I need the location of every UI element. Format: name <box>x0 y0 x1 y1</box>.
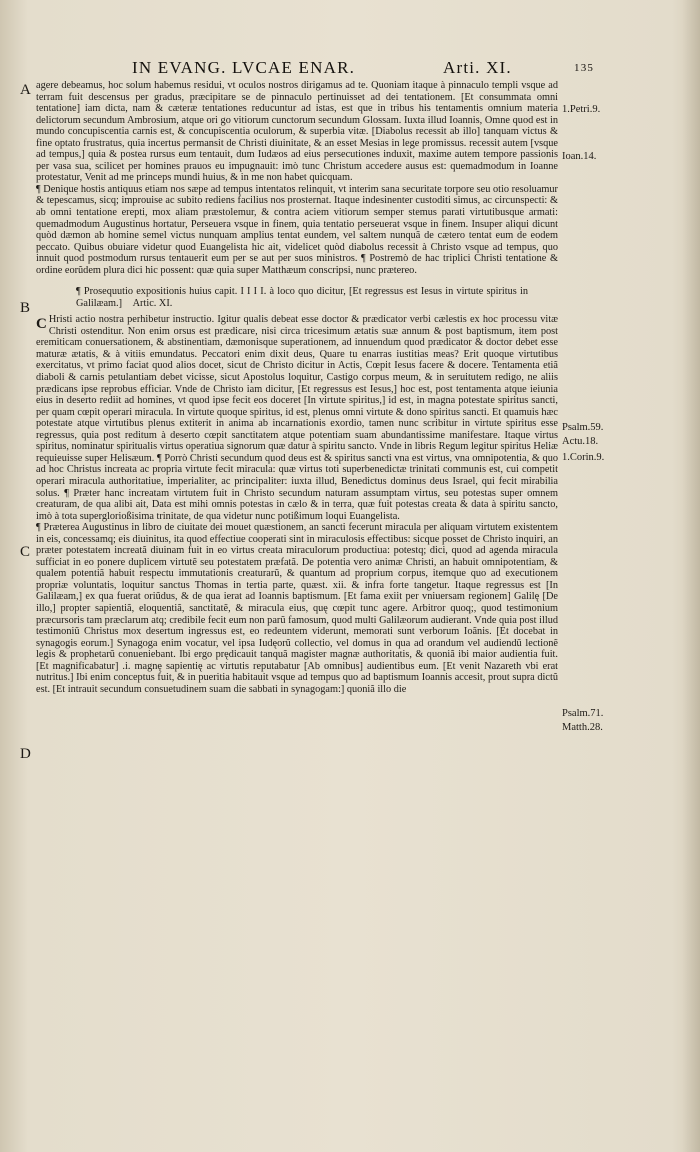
paragraph: agere debeamus, hoc solum habemus residui, vt oculos nostros dirigamus ad te. Quoniam itaque à pinnaculo templi vsque ad terram fuit descensus per gradus, præcipitare se de pinnaculo pertinuisset ad dei tentationem. [Et consummata omni tentatione] iam dicta, nam & cæteræ tentationes reducuntur ad istas, est que in tribus his tentamentis omnium materia delictorum secundum Ambrosium, atque ori go vitiorum cunctorum secundum Glossam. Iuxta illud Ioannis, Omne quod est in mundo concupiscentia carnis est, & concupiscentia oculorum, & superbia vitæ. [Diabolus recessit ab illo] tanquam victus & fine optato frustratus, quia incertus permansit de Christi diuinitate, & an esset Mesias in lege promissus. recessit autem [vsque ad tempus,] quia & postea rursus eum tentauit, dum Iudæos ad eius persecutiones induxit, maxime autem tempore passionis per vasa sua, scilicet per homines prauos eu impugnauit: imò tunc Christum accedere ausus est: quemadmodum in Ioanne protestatur, Venit ad me princeps mundi huius, & in me non habet quicquam. <box>36 80 558 184</box>
section-letter-d: D <box>20 746 31 762</box>
margin-note-matth: Matth.28. <box>562 722 603 733</box>
section-heading <box>36 286 558 310</box>
header-title: IN EVANG. LVCAE ENAR. <box>132 58 356 77</box>
margin-note-psalm-71: Psalm.71. <box>562 708 604 719</box>
section-letter-c: C <box>20 544 31 560</box>
drop-cap: C <box>36 316 47 333</box>
margin-note-petri: 1.Petri.9. <box>562 104 601 115</box>
section-heading-text: ¶ Prosequutio expositionis huius capit. I I I I. à loco quo dicitur, [Et regressus est Iesus in virtute spiritus in Galilæam.] <box>76 286 528 310</box>
paragraph <box>36 314 558 522</box>
margin-note-ioan: Ioan.14. <box>562 151 597 162</box>
running-header <box>132 56 595 80</box>
page-edge-shadow <box>682 0 700 1152</box>
margin-note-corin: 1.Corin.9. <box>562 452 605 463</box>
page-number: 135 <box>574 62 595 74</box>
section-letter-a: A <box>20 82 31 98</box>
paragraph-text: Hristi actio nostra perhibetur instructio. Igitur qualis debeat esse doctor & prædicator verbi cælestis ex hoc processu vitæ Christi ostenditur. Non enim orsus est prædicare, nisi circa tricesimum ætatis suæ annum & post baptismum, item post eremiticam conuersationem, & abstinentiam, dæmonisque superationem, ad innuendum quod prædicator & doctor debet esse maturæ ætatis, & à vitiis emundatus. Peccatori enim dixit deus, Quare tu enarras iustitias meas? Erit quoque virtutibus exercitatus, vt primo faciat quod alios docet, sicut de Christo dicitur in Actis, Cœpit Iesus facere & docere. Tentamenta etiã diaboli & carnis petulantiam debet vicisse, sicut Apostolus loquitur, Castigo corpus meum, & in seruitutem redigo, ne aliis prædicans ipse reprobus efficiar. Vnde de Christo iam dicitur, [Et regressus est Iesus,] hoc est, post tentamenta atque ieiunia eius in deserto rediit ad homines, vt quod ipse fecit eos doceret [In virtute spiritus,] id est, in magna potestate spiritus sancti, per quam cœpit operari miracula. In virtute quoque spiritus, id est, plenus omni virtute & dono spiritus sancti. Et quamuis hæc potestate atque virtutibus plenus extiterit in anima ab incarnationis exordio, tamen nunc scribitur in virtute spiritus esse regressus, quia post reditum à deserto cœpit sanctitatem atque potentiam suam abundantissime manifestare. Itaque virtus spiritus, nominatur spiritualis virtus operatiua signorum quæ datur à spiritu sancto. Vnde in libris Regum legitur spiritus Heliæ requieuisse super Helisæum. ¶ Porrò Christi secundum quod deus est & spiritus sancti vna est virtus, vna omnipotentia, & quo ad hoc Christus increata ac propria virtute fecit miracula: quæ virtus toti superbenedictæ trinitati communis est, cui competit operari miracula authoritatiue, imperialiter, ac principaliter: iuxta illud, Benedictus dominus deus Israel, qui fecit mirabilia solus. ¶ Præter hanc increatam virtutem fuit in Christo secundum naturam assumptam virtus, seu potestas super omnem creaturam, de qua alibi ait, Data est mihi omnis potestas in cælo & in terra, quæ fuit potestas creata & data à spiritu sancto, imò à tota superglorioßisima trinitate, de qua videtur nunc potißimum loqui Euangelista. <box>36 314 558 522</box>
section-heading-article: Artic. XI. <box>132 298 173 310</box>
margin-note-psalm-59: Psalm.59. <box>562 422 604 433</box>
section-letter-b: B <box>20 300 31 316</box>
paragraph: ¶ Præterea Augustinus in libro de ciuitate dei mouet quæstionem, an sancti fecerunt miracula per aliquam virtutem existentem in eis, concessamq; eis diuinitus, ita quod effectiue cooperati sint in miraculosis effectibus: sicque posset de Christo inquiri, an præter potestatem increatã diuinam fuit in eo virtus creata miraculorum productiua: potestq; dici, quod ad agenda miracula sufficiat in eo ponere duplicem virtutẽ seu potestatem præfatã. De potentia vero animæ Christi, an habuit omnipotentiam, & qualem potentiã habuit respectu immutationis creaturarũ, & quantum ad proprium corpus, itemque quo ad executionem propriæ voluntatis, loquitur sanctus Thomas in tertia parte, quæst. xii. & infra forte tangetur. Itaque regressus est [In Galilæam,] ex qua fuerat oriũdus, & de qua ierat ad Ioannis baptismum. [Et fama exiit per vniuersam regionem] Galilę [De illo,] propter sapientiã, eloquentiã, sanctitatẽ, & miracula eius, quę cœpit tunc agere. Arbitror quoq;, quod testimonium præcursoris tam præclarum atq; credibile fecit eum non parũ famosum, quod multi Galilæorum audierant. Vnde quia post illud testimoniũ Christus mox desertum ingressus est, eo redeuntem viderunt, memorati sunt verborum Ioãnis. [Et docebat in synagogis eorum.] Synagoga enim vocatur, vel ipsa Iudęorũ collectio, vel domus in qua ad orandum vel audiendũ lectionẽ legis & prophetarũ conueniebant. Ibi ergo prędicauit tanquã magister magnæ authoritatis, & quoniã ibi maior audientia fuit. [Et magnificabatur] .i. magnę sapientię ac virtutis reputabatur [Ab omnibus] audientibus eum. [Et venit Nazareth vbi erat nutritus.] Ibi enim conceptus fuit, & in pueritia habitauit vsque ad tempus quo ad baptismum Ioannis accesit, prout supra dictũ est. [Et intrauit secundum consuetudinem suam die sabbati in synagogam:] quoniã illo die <box>36 522 558 695</box>
paragraph: ¶ Denique hostis antiquus etiam nos sæpe ad tempus intentatos relinquit, vt interim sana securitate torpore seu otio resoluamur & tepescamus, sicq; improuise ac subito rediens facilius nos prosternat. Itaque indesinenter custoditi simus, ac circunspecti: & ab omni tentatione erepti, mox aliam præstolemur, & contra aciem vitiorum semper stemus parati virtutibusque armati: quemadmodum Augustinus hortatur, Perseuera vsque in finem, quia tentatio perseuerat vsque in finem. Insuper aliqui dicunt quòd dæmon ab homine semel victus nunquam amplius tentat eundem, vel saltem nunquã de cætero tentat eum de eodem peccato. Quibus obuiare videtur quod Euangelista hic ait, videlicet quòd diabolus recessit à Christo vsque ad tempus, quo innuit quod postmodum rursus tentauerit eum per se aut per suos ministros. ¶ Postremò de hac triplici Christi tentatione & ordine eorũdem plura dici hic possent: quæ quia super Matthæum conscripsi, nunc prætereo. <box>36 183 558 276</box>
main-text <box>36 80 558 695</box>
header-article: Arti. XI. <box>443 58 512 77</box>
margin-note-actu: Actu.18. <box>562 436 599 447</box>
